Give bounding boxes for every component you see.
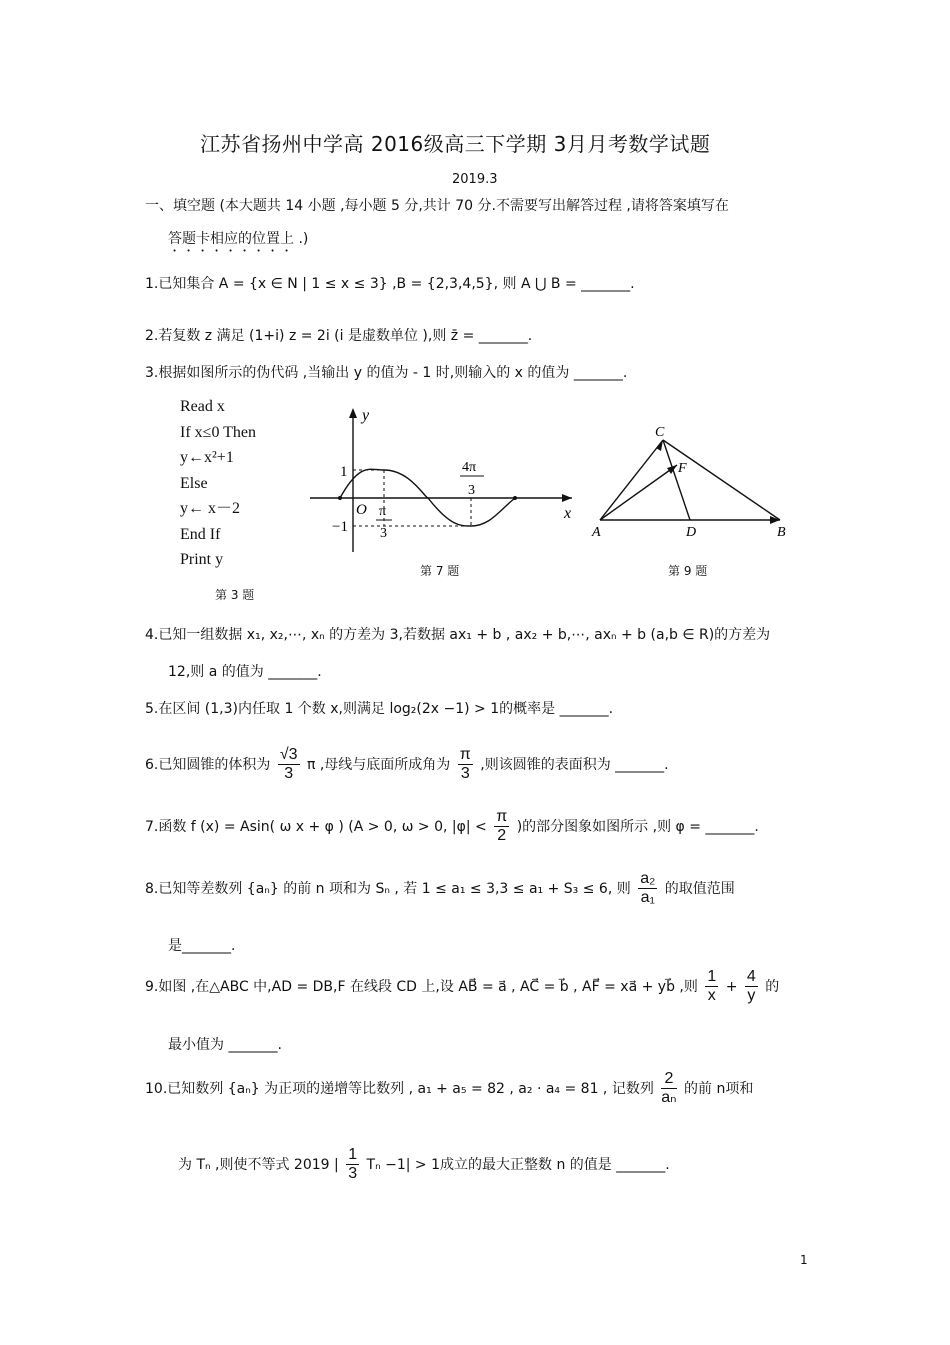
question-8 — [145, 870, 735, 908]
tick-label-pi3-num: π — [379, 504, 387, 519]
exam-date: 2019.3 — [452, 172, 498, 187]
q6-text-c: ,则该圆锥的表面积为 _______. — [480, 756, 669, 773]
q7-fraction: $\frac{\pi}{2}$ — [496, 808, 508, 845]
question-9-line2: 最小值为 _______. — [168, 1037, 282, 1053]
segment-CB — [663, 440, 780, 520]
arrow-AC — [656, 440, 663, 451]
caption-q9: 第 9 题 — [668, 564, 708, 578]
x-label: x — [564, 505, 572, 522]
label-F: F — [678, 461, 687, 476]
caption-q7: 第 7 题 — [420, 564, 460, 578]
label-C: C — [655, 425, 665, 440]
tick-label-4pi3-num: 4π — [462, 460, 477, 475]
question-6 — [145, 746, 669, 784]
q7-text-b: )的部分图象如图所示 ,则 φ = _______. — [516, 818, 759, 835]
tick-label-4pi3-den: 3 — [468, 483, 475, 498]
q9-text-b: 的 — [765, 978, 780, 995]
code-line: Read x — [180, 398, 225, 415]
question-3: 3.根据如图所示的伪代码 ,当输出 y 的值为 - 1 时,则输入的 x 的值为 _______. — [145, 365, 628, 381]
code-line: If x≤0 Then — [180, 423, 257, 441]
section-heading-cont — [168, 228, 308, 255]
q6-volume-fraction: $\frac{√3}{3}$ — [279, 746, 298, 783]
code-line: End If — [180, 525, 221, 543]
q6-text-b: π ,母线与底面所成角为 — [306, 756, 451, 773]
caption-q3: 第 3 题 — [215, 588, 255, 602]
y-label: y — [362, 407, 370, 424]
curve-endpoint — [338, 496, 342, 500]
label-B: B — [777, 525, 786, 540]
y-axis-arrow — [349, 408, 357, 418]
question-10-line2 — [178, 1146, 670, 1184]
q9-text-a: 9.如图 ,在△ABC 中,AD = DB,F 在线段 CD 上,设 AB⃗ = a⃗ , AC⃗ = b⃗ , AF⃗ = xa⃗ + yb⃗ ,则 — [145, 978, 698, 995]
q10-text-a: 10.已知数列 {aₙ} 为正项的递增等比数列 , a₁ + a₅ = 82 , a₂ · a₄ = 81 , 记数列 — [145, 1080, 654, 1097]
question-10 — [145, 1070, 753, 1108]
q6-text-a: 6.已知圆锥的体积为 — [145, 756, 271, 773]
section-heading-end: .) — [294, 231, 309, 247]
q8-text-b: 的取值范围 — [664, 880, 735, 897]
q10-text-b: 的前 n项和 — [684, 1080, 754, 1097]
label-A: A — [592, 525, 601, 540]
q7-text-a: 7.函数 f (x) = Asin( ω x + φ ) (A > 0, ω > 0, |φ| < — [145, 818, 487, 835]
question-7 — [145, 808, 759, 846]
q10-line2-b: Tₙ −1| > 1成立的最大正整数 n 的值是 _______. — [366, 1156, 670, 1173]
segment-AF — [600, 465, 677, 520]
q9-plus: + — [725, 978, 738, 995]
q10-fraction-2: $\frac{1}{3}$ — [348, 1146, 358, 1183]
code-line: Print y — [180, 551, 224, 568]
segment-AC — [600, 440, 663, 520]
emphasized-text: 答题卡相应的位置上 — [168, 231, 294, 247]
page-title: 江苏省扬州中学高 2016级高三下学期 3月月考数学试题 — [200, 132, 711, 156]
code-line: y← x－2 — [180, 500, 241, 517]
pseudo-code — [180, 394, 256, 573]
question-4-line1: 4.已知一组数据 x₁, x₂,⋯, xₙ 的方差为 3,若数据 ax₁ + b , ax₂ + b,⋯, axₙ + b (a,b ∈ R)的方差为 — [145, 627, 771, 643]
triangle-figure — [585, 420, 795, 545]
tick-label-neg1: −1 — [332, 519, 348, 535]
segment-CD — [663, 440, 690, 520]
tick-label-1: 1 — [340, 464, 348, 480]
q8-fraction: $\frac{\text{a₂}}{\text{a₁}}$ — [640, 870, 656, 907]
q6-angle-fraction: $\frac{\pi}{3}$ — [459, 746, 471, 783]
q10-line2-a: 为 Tₙ ,则使不等式 2019 | — [178, 1156, 339, 1173]
q9-fraction-1: $\frac{1}{x}$ — [707, 968, 717, 1005]
q10-fraction: $\frac{2}{\text{aₙ}}$ — [661, 1070, 677, 1107]
label-D: D — [686, 525, 697, 540]
question-9 — [145, 968, 779, 1006]
curve-endpoint — [513, 496, 517, 500]
tick-label-pi3-den: 3 — [380, 526, 387, 541]
question-8-line2: 是_______. — [168, 938, 236, 954]
question-5: 5.在区间 (1,3)内任取 1 个数 x,则满足 log₂(2x −1) > 1的概率是 _______. — [145, 701, 614, 717]
code-line: y←x²+1 — [180, 449, 234, 466]
question-2: 2.若复数 z 满足 (1+i) z = 2i (i 是虚数单位 ),则 z̄ = _______. — [145, 328, 533, 344]
section-heading: 一、填空题 (本大题共 14 小题 ,每小题 5 分,共计 70 分.不需要写出解答过程 ,请将答案填写在 — [145, 198, 729, 214]
page-number: 1 — [800, 1253, 808, 1267]
code-line: Else — [180, 474, 208, 492]
origin-label: O — [356, 502, 367, 518]
question-4-line2: 12,则 a 的值为 _______. — [168, 664, 322, 680]
q8-text-a: 8.已知等差数列 {aₙ} 的前 n 项和为 Sₙ , 若 1 ≤ a₁ ≤ 3,3 ≤ a₁ + S₃ ≤ 6, 则 — [145, 880, 631, 897]
x-axis-arrow — [562, 494, 572, 502]
question-1: 1.已知集合 A = {x ∈ N | 1 ≤ x ≤ 3} ,B = {2,3,4,5}, 则 A ⋃ B = _______. — [145, 276, 635, 292]
q9-fraction-2: $\frac{4}{y}$ — [746, 968, 756, 1005]
sine-graph-figure — [300, 402, 590, 557]
